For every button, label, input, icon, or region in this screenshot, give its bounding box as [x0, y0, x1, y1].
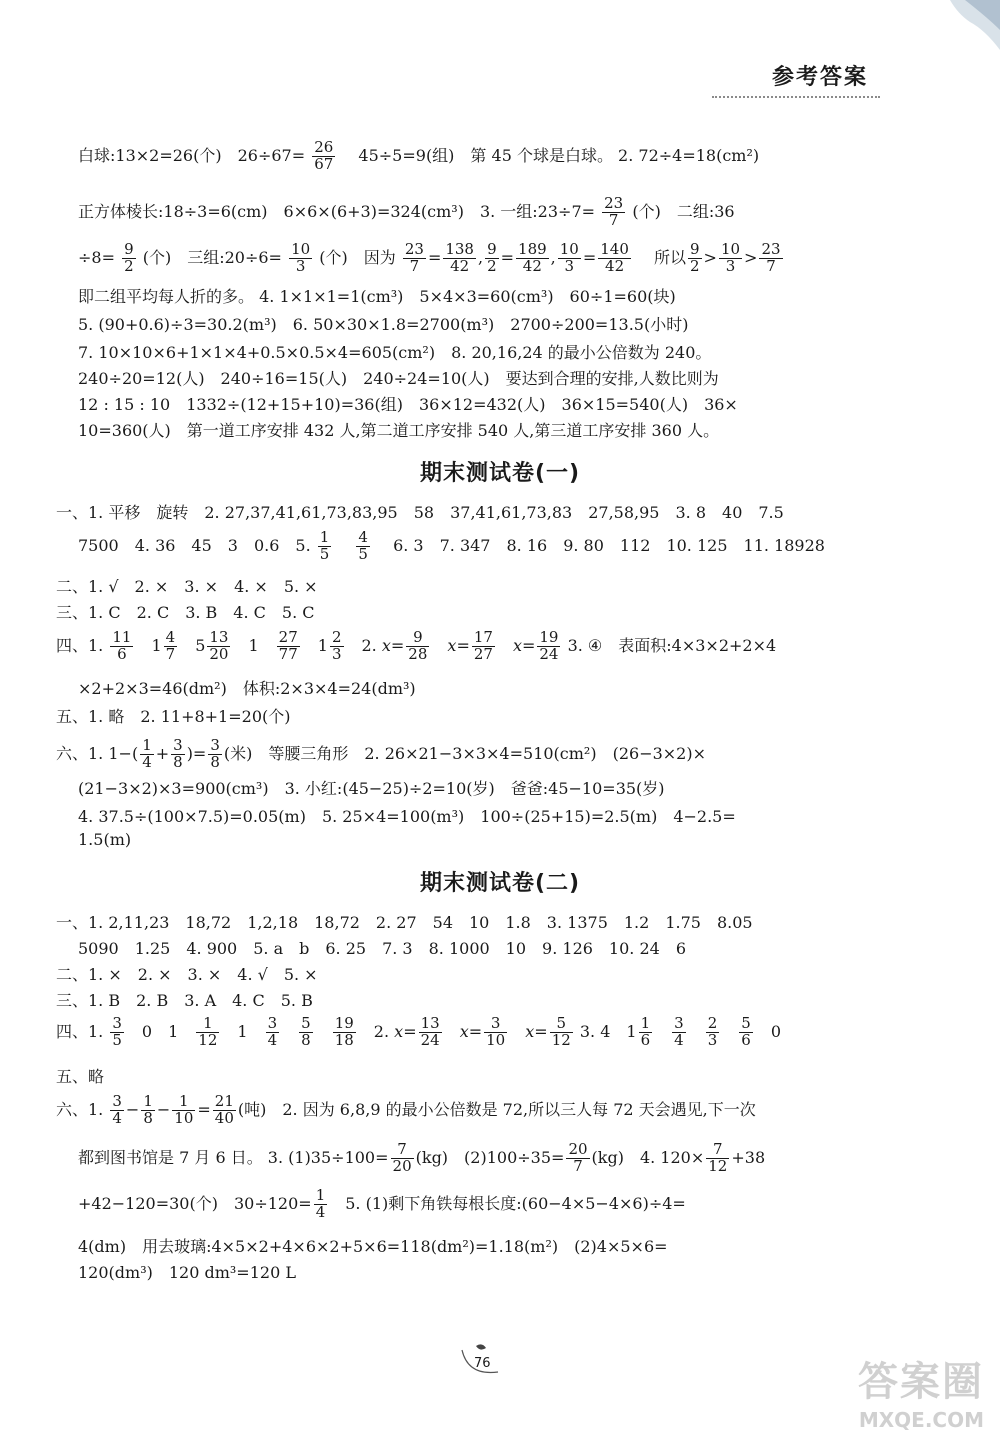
- fraction: $\frac{3}{10}$: [486, 1014, 506, 1049]
- answer-line: 五、略: [56, 1067, 105, 1086]
- fraction: $\frac{23}{7}$: [761, 240, 781, 275]
- fraction: $\frac{2}{3}$: [707, 1014, 718, 1049]
- fraction: $\frac{17}{27}$: [473, 628, 493, 663]
- fraction: $\frac{7}{12}$: [708, 1140, 728, 1175]
- fraction: $\frac{23}{7}$: [604, 194, 624, 229]
- fraction: $\frac{1}{4}$: [315, 1186, 326, 1221]
- fraction: $\frac{140}{42}$: [600, 240, 629, 275]
- answer-line: 240÷20=12(人) 240÷16=15(人) 240÷24=10(人) 要达到合理的安排,人数比则为: [78, 369, 719, 388]
- fraction: $\frac{10}{3}$: [291, 240, 311, 275]
- answer-line: 10=360(人) 第一道工序安排 432 人,第二道工序安排 540 人,第三道工序安排 360 人。: [78, 421, 720, 440]
- fraction: $\frac{9}{2}$: [487, 240, 497, 275]
- fraction: $\frac{27}{77}$: [278, 628, 298, 663]
- answer-line: (21−3×2)×3=900(cm³) 3. 小红:(45−25)÷2=10(岁) 爸爸:45−10=35(岁): [78, 779, 665, 798]
- fraction: $\frac{20}{7}$: [568, 1140, 588, 1175]
- answer-line: 一、1. 平移 旋转 2. 27,37,41,61,73,83,95 58 37,41,61,73,83 27,58,95 3. 8 40 7.5: [56, 503, 784, 522]
- answer-line: 7. 10×10×6+1×1×4+0.5×0.5×4=605(cm²) 8. 20,16,24 的最小公倍数为 240。: [78, 343, 712, 362]
- fraction: $\frac{3}{5}$: [112, 1014, 122, 1049]
- fraction: $\frac{1}{4}$: [142, 736, 152, 771]
- fraction: $\frac{1}{6}$: [640, 1014, 651, 1049]
- answer-line: 4. 37.5÷(100×7.5)=0.05(m) 5. 25×4=100(m³) 100÷(25+15)=2.5(m) 4−2.5=: [78, 807, 736, 826]
- fraction: $\frac{9}{28}$: [408, 628, 428, 663]
- fraction: $\frac{19}{18}$: [334, 1014, 354, 1049]
- fraction: $\frac{4}{7}$: [165, 628, 176, 663]
- section-title-test2: 期末测试卷(二): [419, 871, 581, 896]
- answer-line: 六、1. 1−( $\frac{1}{4}$ + $\frac{3}{8}$ )= $\frac{3}{8}$ (米) 等腰三角形 2. 26×21−3×3×4=510(cm²) (26−3×2)×: [56, 736, 707, 771]
- answer-line: ×2+2×3=46(dm²) 体积:2×3×4=24(dm³): [78, 679, 416, 698]
- fraction: $\frac{23}{7}$: [404, 240, 424, 275]
- answer-line: 7500 4. 36 45 3 0.6 5. $\frac{1}{5}$ $\frac{4}{5}$ 6. 3 7. 347 8. 16 9. 80 112 10. 125 11. 18928: [78, 528, 825, 563]
- answer-line: 六、1. $\frac{3}{4}$ − $\frac{1}{8}$ − $\frac{1}{10}$ = $\frac{21}{40}$ (吨) 2. 因为 6,8,9 的最小公倍数是 72,所以三人每 72 天会遇见,下一次: [56, 1092, 756, 1127]
- answer-line: 四、1. $\frac{3}{5}$ 0 1 $\frac{1}{12}$ 1 $\frac{3}{4}$ $\frac{5}{8}$ $\frac{19}{18}$ 2. x= $\frac{13}{24}$ x= $\frac{3}{10}$ x= $\frac{5}{12}$ 3. 4 1 $\frac{1}{6}$ $\frac{3}{4}$ $\frac{2}{3}$ $\frac{5}{6}$ 0: [56, 1014, 782, 1049]
- watermark-logo: [840, 1350, 990, 1432]
- fraction: $\frac{4}{5}$: [358, 528, 368, 563]
- fraction: $\frac{7}{20}$: [392, 1140, 412, 1175]
- answer-line: 12 : 15 : 10 1332÷(12+15+10)=36(组) 36×12=432(人) 36×15=540(人) 36×: [78, 395, 738, 414]
- answer-line: 三、1. B 2. B 3. A 4. C 5. B: [56, 991, 313, 1010]
- fraction: $\frac{189}{42}$: [518, 240, 547, 275]
- fraction: $\frac{5}{12}$: [551, 1014, 571, 1049]
- fraction: $\frac{11}{6}$: [112, 628, 132, 663]
- answer-line: 即二组平均每人折的多。 4. 1×1×1=1(cm³) 5×4×3=60(cm³) 60÷1=60(块): [78, 287, 676, 306]
- fraction: $\frac{13}{20}$: [209, 628, 229, 663]
- answer-line: 一、1. 2,11,23 18,72 1,2,18 18,72 2. 27 54 10 1.8 3. 1375 1.2 1.75 8.05: [56, 913, 753, 932]
- fraction: $\frac{3}{8}$: [173, 736, 183, 771]
- fraction: $\frac{19}{24}$: [539, 628, 559, 663]
- page-number: 76: [474, 1356, 491, 1371]
- fraction: $\frac{3}{4}$: [674, 1014, 684, 1049]
- fraction: $\frac{1}{8}$: [143, 1092, 153, 1127]
- fraction: $\frac{10}{3}$: [559, 240, 579, 275]
- watermark-text-bottom: MXQE.COM: [858, 1408, 984, 1432]
- answer-line: 三、1. C 2. C 3. B 4. C 5. C: [56, 603, 315, 622]
- answer-line: +42−120=30(个) 30÷120= $\frac{1}{4}$ 5. (1)剩下角铁每根长度:(60−4×5−4×6)÷4=: [78, 1186, 686, 1221]
- fraction: $\frac{1}{10}$: [174, 1092, 194, 1127]
- answer-line: 二、1. √ 2. × 3. × 4. × 5. ×: [56, 577, 318, 596]
- answer-line: 4(dm) 用去玻璃:4×5×2+4×6×2+5×6=118(dm²)=1.18(m²) (2)4×5×6=: [78, 1237, 668, 1256]
- fraction: $\frac{13}{24}$: [420, 1014, 440, 1049]
- fraction: $\frac{3}{4}$: [267, 1014, 278, 1049]
- answer-line: 5090 1.25 4. 900 5. a b 6. 25 7. 3 8. 1000 10 9. 126 10. 24 6: [78, 939, 687, 958]
- fraction: $\frac{1}{5}$: [319, 528, 330, 563]
- fraction: $\frac{1}{12}$: [198, 1014, 218, 1049]
- fraction: $\frac{21}{40}$: [214, 1092, 234, 1127]
- corner-decoration-icon: [930, 0, 1000, 70]
- fraction: $\frac{9}{2}$: [690, 240, 700, 275]
- section-title-test1: 期末测试卷(一): [419, 461, 581, 486]
- fraction: $\frac{26}{67}$: [314, 138, 334, 173]
- answer-line: 1.5(m): [78, 830, 132, 849]
- answer-line: ÷8= $\frac{9}{2}$ (个) 三组:20÷6= $\frac{10}{3}$ (个) 因为 $\frac{23}{7}$ = $\frac{138}{42}$ , $\frac{9}{2}$ = $\frac{189}{42}$ , $\frac{10}{3}$ = $\frac{140}{42}$ 所以 $\frac{9}{2}$ > $\frac{10}{3}$ > $\frac{23}{7}$: [78, 240, 781, 275]
- answer-line: 二、1. × 2. × 3. × 4. √ 5. ×: [56, 965, 318, 984]
- fraction: $\frac{10}{3}$: [720, 240, 741, 275]
- answer-line: 五、1. 略 2. 11+8+1=20(个): [56, 707, 291, 726]
- fraction: $\frac{2}{3}$: [331, 628, 342, 663]
- header-divider: [712, 96, 880, 98]
- answer-line: 都到图书馆是 7 月 6 日。 3. (1)35÷100= $\frac{7}{20}$ (kg) (2)100÷35= $\frac{20}{7}$ (kg) 4. 120× $\frac{7}{12}$ +38: [78, 1140, 766, 1175]
- answer-line: 白球:13×2=26(个) 26÷67= $\frac{26}{67}$ 45÷5=9(组) 第 45 个球是白球。 2. 72÷4=18(cm²): [78, 138, 760, 173]
- fraction: $\frac{3}{8}$: [210, 736, 220, 771]
- answer-line: 正方体棱长:18÷3=6(cm) 6×6×(6+3)=324(cm³) 3. 一组:23÷7= $\frac{23}{7}$ (个) 二组:36: [78, 194, 735, 229]
- fraction: $\frac{5}{8}$: [301, 1014, 311, 1049]
- answer-line: 5. (90+0.6)÷3=30.2(m³) 6. 50×30×1.8=2700(m³) 2700÷200=13.5(小时): [78, 315, 689, 334]
- watermark-text-top: 答案圈: [858, 1359, 984, 1405]
- fraction: $\frac{5}{6}$: [741, 1014, 751, 1049]
- fraction: $\frac{138}{42}$: [445, 240, 474, 275]
- answer-line: 120(dm³) 120 dm³=120 L: [78, 1263, 296, 1282]
- answer-line: 四、1. $\frac{11}{6}$ 1 $\frac{4}{7}$ 5 $\frac{13}{20}$ 1 $\frac{27}{77}$ 1 $\frac{2}{3}$ 2. x= $\frac{9}{28}$ x= $\frac{17}{27}$ x= $\frac{19}{24}$ 3. ④ 表面积:4×3×2+2×4: [56, 628, 777, 663]
- fraction: $\frac{3}{4}$: [112, 1092, 122, 1127]
- header-title: 参考答案: [772, 65, 869, 90]
- fraction: $\frac{9}{2}$: [124, 240, 134, 275]
